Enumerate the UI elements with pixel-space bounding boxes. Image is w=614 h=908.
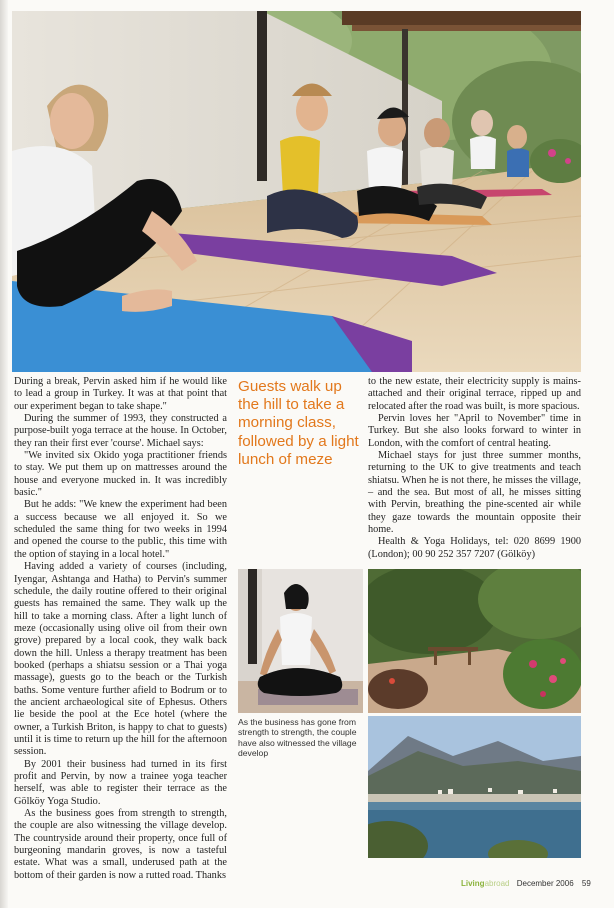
issue-date: December 2006 — [516, 879, 574, 888]
paragraph: During the summer of 1993, they constructed a purpose-built yoga terrace at the house. In October, they ran their first ever 'course'. Michael says: — [14, 413, 227, 449]
bay-illustration — [368, 716, 581, 858]
article-column-right — [368, 376, 581, 561]
photo-caption: As the business has gone from strength to strength, the couple have also witnessed the village develop — [238, 717, 357, 759]
meditation-illustration — [238, 569, 363, 713]
paragraph: But he adds: "We knew the experiment had been a success because we all enjoyed it. So we scheduled the same thing for two weeks in 1994 and opened the course to the public, this time with the option of staying in a local hotel." — [14, 499, 227, 560]
page-spine-shadow — [0, 0, 8, 908]
pull-quote: Guests walk up the hill to take a morning class, followed by a light lunch of meze — [238, 378, 359, 468]
garden-illustration — [368, 569, 581, 713]
article-column-left — [14, 376, 227, 882]
hero-illustration — [12, 11, 581, 372]
paragraph: Pervin loves her "April to November" time in Turkey. But she also looks forward to winter in London, with the comfort of central heating. — [368, 413, 581, 449]
page-footer — [461, 879, 591, 888]
paragraph: As the business goes from strength to strength, the couple are also witnessing the village develop. The countryside around their property, once full of burgeoning mandarin groves, is now a tasteful estate. What was a small, underused path at the bottom of their garden is now a rutted road. Thanks — [14, 808, 227, 881]
paragraph: During a break, Pervin asked him if he would like to lead a group in Turkey. It was at that point that our experiment began to take shape." — [14, 376, 227, 412]
hero-photo-yoga-terrace — [12, 11, 581, 372]
paragraph: Health & Yoga Holidays, tel: 020 8699 1900 (London); 00 90 252 357 7207 (Gölköy) — [368, 536, 581, 560]
paragraph: Michael stays for just three summer months, returning to the UK to give treatments and teach shiatsu. When he is not there, he misses the village, – and the sea. But most of all, he misses sitting with Pervin, breathing the pine-scented air while they gaze towards the mountain opposite their home. — [368, 450, 581, 536]
paragraph: Having added a variety of courses (including, Iyengar, Ashtanga and Hatha) to Pervin's summer schedule, the daily routine offered to their original guests has remained the same. They walk up the hill to take a morning class. After a light lunch of meze (occasionally using olive oil from their own grove) prepared by a local cook, they walk back down the hill. Unless a therapy treatment has been booked (perhaps a shiatsu session or a Thai yoga massage), guests go to the beach or the Turkish baths. Some venture further afield to Bodrum or to the ancient archaeological site of Ephesus. Others lie beside the pool at the Ece hotel (where the owner, a Turkish Briton, is happy to chat to guests) until it is time to return up the hill for the afternoon session. — [14, 561, 227, 758]
photo-bay-mountains — [368, 716, 581, 858]
paragraph: to the new estate, their electricity supply is mains-attached and their original terrace, ripped up and relocated after the road was built, is more spacious. — [368, 376, 581, 412]
magazine-brand-sub: abroad — [484, 879, 510, 888]
photo-garden-terrace — [368, 569, 581, 713]
magazine-brand: Living — [461, 879, 485, 888]
paragraph: "We invited six Okido yoga practitioner friends to stay. We put them up on mattresses around the house and everyone mucked in. It was incredibly basic." — [14, 450, 227, 499]
photo-woman-meditating — [238, 569, 363, 713]
paragraph: By 2001 their business had turned in its first profit and Pervin, by now a trainee yoga teacher herself, was able to register their terrace as the Gölköy Yoga Studio. — [14, 758, 227, 807]
page-number: 59 — [581, 879, 591, 888]
